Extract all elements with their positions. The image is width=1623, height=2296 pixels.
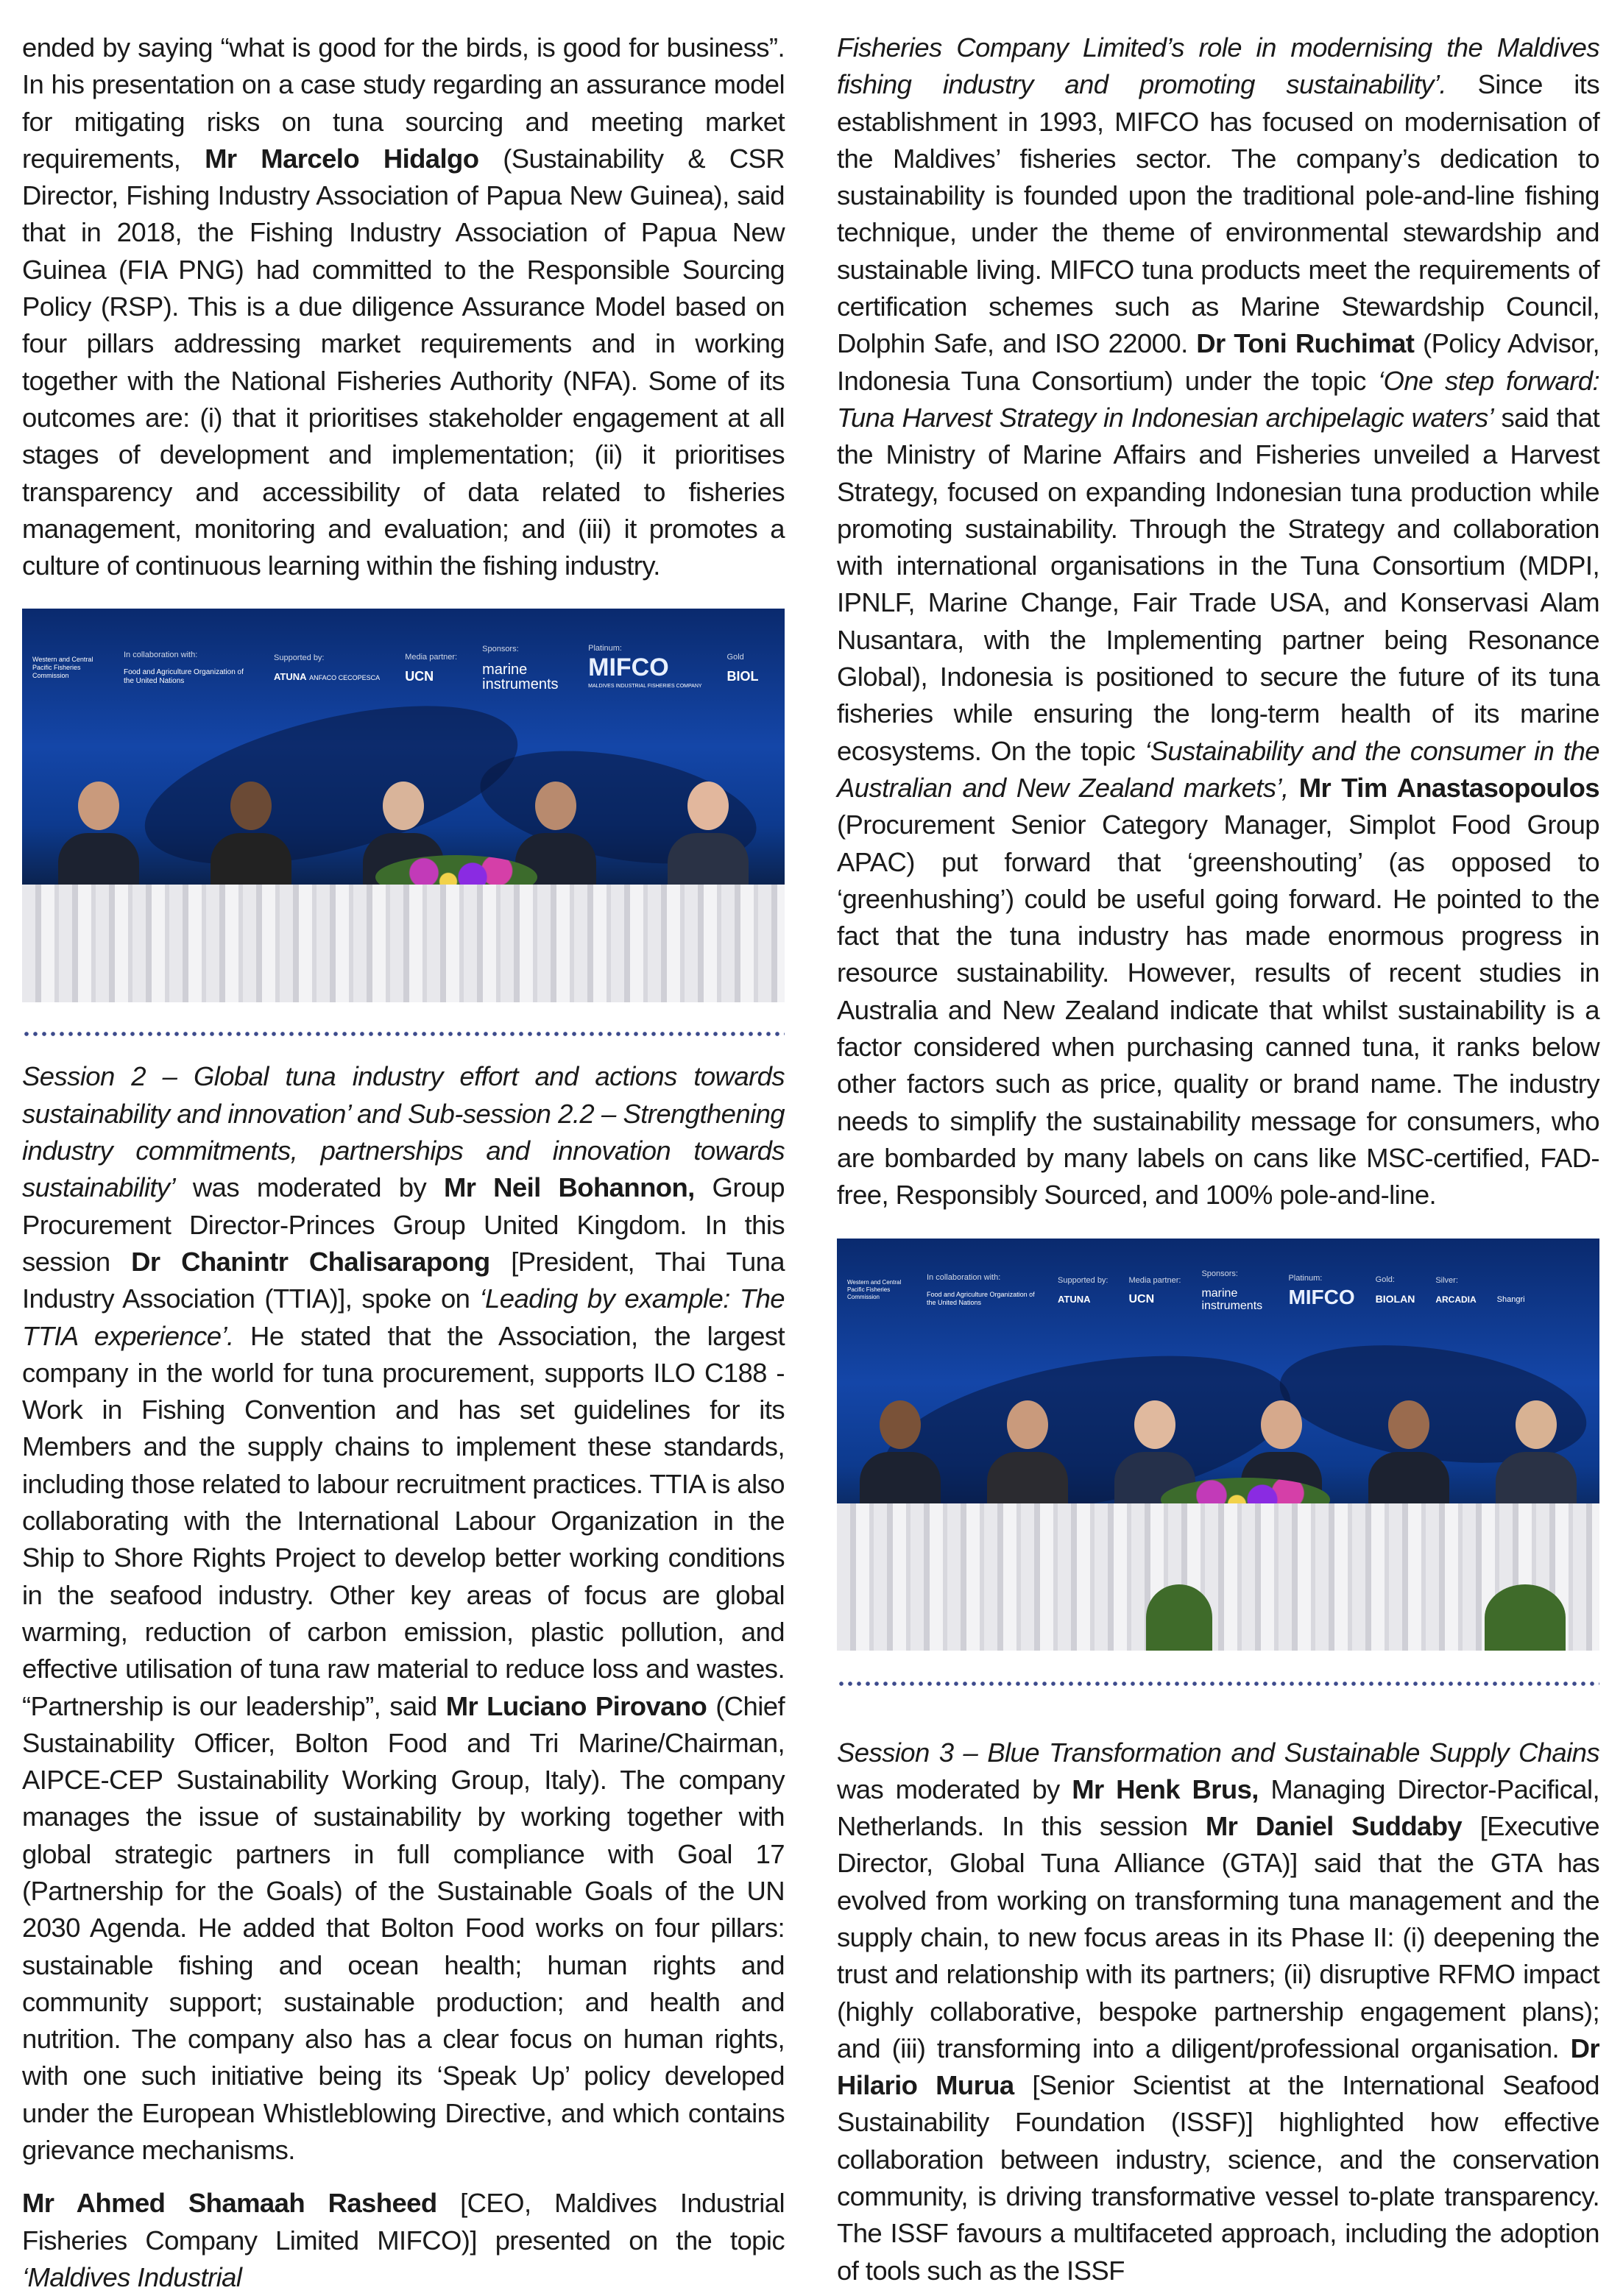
text	[1289, 773, 1299, 803]
text: ended by saying “what is good for the birds, is good for business”. In his presentation on a case study regarding an assurance model for mitigating risks on tuna sourcing and meeting market requirements,	[22, 32, 785, 174]
panelist	[668, 782, 749, 892]
left-paragraph-2	[22, 1058, 785, 2169]
text: Group Procurement Director-Princes Group United Kingdom. In this session	[22, 1172, 785, 1277]
gold-sponsor-logo: Gold: BIOLAN	[1375, 1275, 1415, 1305]
text: was moderated by	[175, 1172, 444, 1203]
talk-title: ‘Leading by example: The TTIA experience’.	[22, 1283, 785, 1351]
session-title: Session 2 – Global tuna industry effort and actions towards sustainability and innovation’ and Sub-session 2.2 – Strengthening industry commitments, partnerships and innovation towards sustainability’	[22, 1061, 785, 1203]
text: (Procurement Senior Category Manager, Simplot Food Group APAC) put forward that ‘greenshouting’ (as opposed to ‘greenhushing’) could be useful going forward. He pointed to the fact that the tuna industry has made enormous progress in resource sustainability. However, results of recent studies in Australia and New Zealand indicate that whilst sustainability is a factor considered when purchasing canned tuna, it ranks below other factors such as price, quality or brand name. The industry needs to simplify the sustainability message for consumers, who are bombarded by many labels on cans like MSC-certified, FAD-free, Responsibly Sourced, and 100% pole-and-line.	[837, 809, 1599, 1211]
talk-title: Fisheries Company Limited’s role in modernising the Maldives fishing industry and promoting sustainability’.	[837, 32, 1599, 100]
text: Since its establishment in 1993, MIFCO has focused on modernisation of the Maldives’ fisheries sector. The company’s dedication to sustainability is founded upon the traditional pole-and-line fishing technique, under the theme of environmental stewardship and sustainable living. MIFCO tuna products meet the requirements of certification schemes such as Marine Stewardship Council, Dolphin Safe, and ISO 22000.	[837, 69, 1599, 359]
supporter-logos: Supported by: ATUNA	[1058, 1275, 1108, 1305]
speaker-name: Dr Hilario Murua	[837, 2033, 1599, 2101]
right-paragraph-1	[837, 29, 1599, 1214]
panelist	[211, 782, 291, 892]
speaker-name: Mr Marcelo Hidalgo	[205, 143, 479, 174]
speaker-name: Mr Neil Bohannon,	[443, 1172, 695, 1203]
paragraph-gap	[22, 2169, 785, 2185]
media-partner-logo: Media partner: UCN	[405, 653, 458, 684]
table-skirt	[22, 885, 785, 1002]
text: [President, Thai Tuna Industry Association (TTIA)], spoke on	[22, 1246, 785, 1314]
speaker-name: Mr Luciano Pirovano	[445, 1690, 707, 1721]
talk-title: ‘Maldives Industrial	[22, 2261, 242, 2292]
platinum-sponsor-logo: Platinum: MIFCO MALDIVES INDUSTRIAL FISHERIES COMPANY	[588, 644, 702, 690]
sponsor-logo-extra: Shangri	[1496, 1295, 1525, 1304]
potted-plant	[1485, 1584, 1566, 1651]
left-column	[22, 29, 785, 2296]
text: [CEO, Maldives Industrial Fisheries Company Limited MIFCO)] presented on the topic	[22, 2188, 785, 2256]
left-paragraph-1	[22, 29, 785, 584]
speaker-name: Mr Daniel Suddaby	[1205, 1811, 1463, 1842]
text: said that the Ministry of Marine Affairs and Fisheries unveiled a Harvest Strategy, focused on expanding Indonesian tuna production while promoting sustainability. Through the Strategy and collaboration with international organisations in the Tuna Consortium (MDPI, IPNLF, Marine Change, Fair Trade USA, and Konservasi Alam Nusantara, with the Implementing partner being Resonance Global), Indonesia is positioned to secure the future of its tuna fisheries while ensuring the long-term health of its marine ecosystems. On the topic	[837, 402, 1599, 766]
panelist	[860, 1400, 941, 1511]
potted-plant	[1146, 1584, 1212, 1651]
sponsor-logo: Sponsors: marine instruments	[1201, 1269, 1263, 1312]
platinum-sponsor-logo: Platinum: MIFCO	[1288, 1274, 1355, 1308]
talk-title: ‘Sustainability and the consumer in the Australian and New Zealand markets’,	[837, 735, 1599, 803]
speaker-name: Mr Tim Anastasopoulos	[1298, 772, 1599, 803]
panel-photo-session-2	[837, 1239, 1599, 1651]
right-paragraph-2	[837, 1735, 1599, 2289]
panelist	[58, 782, 139, 892]
text: was moderated by	[837, 1774, 1072, 1804]
text: (Chief Sustainability Officer, Bolton Food and Tri Marine/Chairman, AIPCE-CEP Sustainability Working Group, Italy). The company manages the issue of sustainability by working together with global strategic partners in full compliance with Goal 17 (Partnership for the Goals) of the Sustainable Goals of the UN 2030 Agenda. He added that Bolton Food works on four pillars: sustainable fishing and ocean health; human rights and community support; sustainable production; and health and nutrition. The company also has a clear focus on human rights, with one such initiative being its ‘Speak Up’ policy developed under the European Whistleblowing Directive, and which contains grievance mechanisms.	[22, 1690, 785, 2166]
sponsor-banner	[837, 1246, 1599, 1334]
silver-sponsor-logo: Silver: ARCADIA	[1435, 1275, 1477, 1305]
supporter-logos: Supported by: ATUNA ANFACO CECOPESCA	[274, 653, 381, 682]
text: [Executive Director, Global Tuna Alliance (GTA)] said that the GTA has evolved from working on transforming tuna management and the supply chain, to new focus areas in its Phase II: (i) deepening the trust and relationship with its partners; (ii) disruptive RFMO impact (highly collaborative, bespoke partnership engagement plans); and (iii) transforming into a diligent/professional organisation.	[837, 1811, 1599, 2063]
text: (Sustainability & CSR Director, Fishing Industry Association of Papua New Guinea), said that in 2018, the Fishing Industry Association of Papua New Guinea (FIA PNG) had committed to the Responsible Sourcing Policy (RSP). This is a due diligence Assurance Model based on four pillars addressing market requirements and in working together with the National Fisheries Authority (NFA). Some of its outcomes are: (i) that it prioritises stakeholder engagement at all stages of development and implementation; (ii) it prioritises transparency and accessibility of data related to fisheries management, monitoring and evaluation; and (iii) it promotes a culture of continuous learning within the fishing industry.	[22, 143, 785, 581]
panelist	[987, 1400, 1068, 1511]
collaboration-logos: In collaboration with: Food and Agriculture Organization of the United Nations	[124, 651, 244, 686]
dotted-divider	[837, 1682, 1599, 1686]
sponsor-banner	[22, 623, 785, 712]
right-column	[837, 29, 1599, 2289]
text: (Policy Advisor, Indonesia Tuna Consortium) under the topic	[837, 328, 1599, 396]
talk-title: ‘One step forward: Tuna Harvest Strategy in Indonesian archipelagic waters’	[837, 365, 1599, 433]
speaker-name: Mr Ahmed Shamaah Rasheed	[22, 2188, 437, 2219]
sponsor-logo: Sponsors: marine instruments	[482, 645, 559, 693]
collaboration-logos: In collaboration with: Food and Agriculture Organization of the United Nations	[927, 1273, 1035, 1306]
dotted-divider	[22, 1032, 785, 1036]
speaker-name: Dr Chanintr Chalisarapong	[131, 1246, 490, 1277]
text: Managing Director-Pacifical, Netherlands. In this session	[837, 1774, 1599, 1842]
left-paragraph-3	[22, 2185, 785, 2296]
panelist	[1368, 1400, 1449, 1511]
panelist	[1496, 1400, 1577, 1511]
speaker-name: Dr Toni Ruchimat	[1196, 328, 1415, 359]
text: [Senior Scientist at the International Seafood Sustainability Foundation (ISSF)] highlighted how effective collaboration between industry, science, and the conservation community, is driving transformative vessel to-plate transparency. The ISSF favours a multifaceted approach, including the adoption of tools such as the ISSF	[837, 2070, 1599, 2286]
session-title: Session 3 – Blue Transformation and Sustainable Supply Chains	[837, 1737, 1599, 1768]
panel-photo-session-1	[22, 609, 785, 1002]
speaker-name: Mr Henk Brus,	[1072, 1774, 1259, 1804]
media-partner-logo: Media partner: UCN	[1128, 1275, 1181, 1305]
wcpfc-logo: Western and Central Pacific Fisheries Commission	[32, 655, 93, 679]
gold-sponsor-logo: Gold BIOL	[726, 653, 759, 684]
wcpfc-logo: Western and Central Pacific Fisheries Commission	[847, 1278, 902, 1300]
text: He stated that the Association, the largest company in the world for tuna procurement, supports ILO C188 - Work in Fishing Convention and has set guidelines for its Members and the supply chains to implement these standards, including those related to labour recruitment practices. TTIA is also collaborating with the International Labour Organization in the Ship to Shore Rights Project to develop better working conditions in the seafood industry. Other key areas of focus are global warming, reduction of carbon emission, plastic pollution, and effective utilisation of tuna raw material to reduce loss and wastes. “Partnership is our leadership”, said	[22, 1320, 785, 1721]
